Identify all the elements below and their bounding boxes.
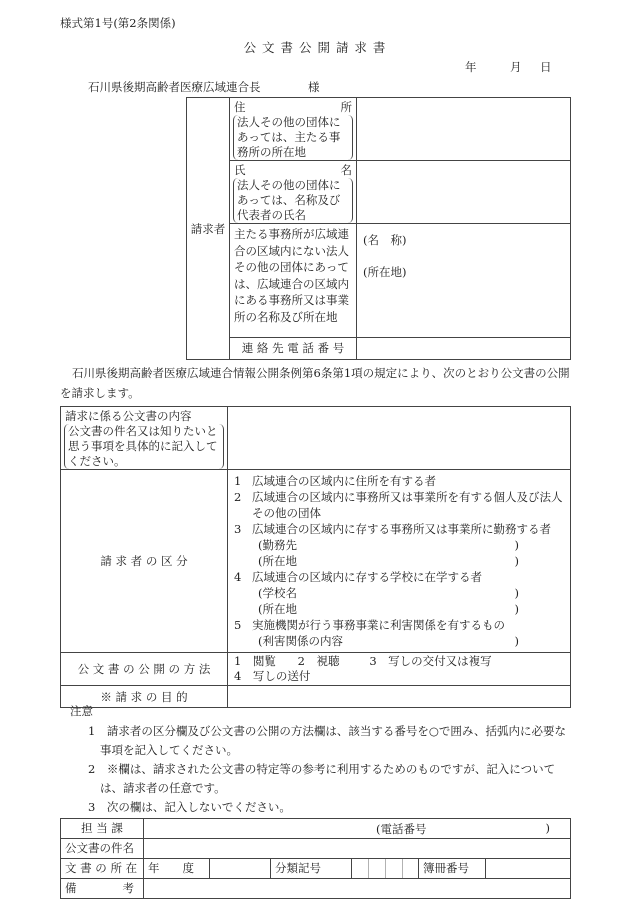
method-option-2[interactable]: 2 視聴 xyxy=(297,654,340,668)
name-field[interactable] xyxy=(357,161,571,224)
phone-label: 連 絡 先 電 話 番 号 xyxy=(230,338,357,360)
office-phone-label: (電話番号 xyxy=(376,822,427,836)
address-label-left: 住 xyxy=(234,100,246,114)
address-label-right: 所 xyxy=(340,100,352,114)
doc-name-label: 公文書の件名 xyxy=(61,839,144,859)
class-label: 分類記号 xyxy=(271,859,352,879)
interest-field[interactable]: (利害関係の内容 ) xyxy=(258,634,519,648)
staff-field: (電話番号 ) xyxy=(144,819,571,839)
notes-heading: 注意 xyxy=(70,704,93,718)
office-field[interactable] xyxy=(357,224,571,338)
purpose-label: ※ 請 求 の 目 的 xyxy=(61,686,228,708)
note-item-3: 3 次の欄は、記入しないでください。 xyxy=(88,800,291,814)
name-label-right: 名 xyxy=(340,163,352,177)
workplace-field[interactable]: (勤務先 ) xyxy=(258,538,519,552)
form-number-label: 様式第1号(第2条関係) xyxy=(60,16,176,30)
content-field[interactable] xyxy=(228,407,571,470)
remarks-field xyxy=(144,879,571,899)
office-location-label: (所在地) xyxy=(363,265,407,279)
class-field xyxy=(352,859,419,879)
office-label: 主たる事務所が広域連合の区域内にない法人その他の団体にあっては、広域連合の区域内にある事務所又は事業所の名称及び所在地 xyxy=(230,224,357,338)
category-label: 請 求 者 の 区 分 xyxy=(61,470,228,653)
addressee-name: 石川県後期高齢者医療広域連合長 xyxy=(88,80,261,94)
category-options xyxy=(228,470,571,653)
year-label: 年 度 xyxy=(144,859,210,879)
note-item-1: 1 請求者の区分欄及び公文書の公開の方法欄は、該当する番号を○で囲み、括弧内に必要な事項を記入してください。 xyxy=(88,724,567,757)
school-location-field[interactable]: (所在地 ) xyxy=(258,602,519,616)
method-option-3[interactable]: 3 写しの交付又は複写 xyxy=(369,654,492,668)
office-name-label: (名 称) xyxy=(363,233,407,247)
register-label: 簿冊番号 xyxy=(419,859,486,879)
document-title: 公 文 書 公 開 請 求 書 xyxy=(243,40,387,55)
category-option-5[interactable]: 5 実施機関が行う事務事業に利害関係を有するもの xyxy=(234,618,505,632)
phone-field[interactable] xyxy=(357,338,571,360)
name-label-left: 氏 xyxy=(234,163,246,177)
date-year: 年 xyxy=(465,60,477,74)
category-option-3[interactable]: 3 広域連合の区域内に存する事務所又は事業所に勤務する者 xyxy=(234,522,551,536)
method-option-1[interactable]: 1 閲覧 xyxy=(234,654,276,668)
address-label-cell xyxy=(230,98,357,161)
notes-list xyxy=(88,722,576,817)
method-option-4[interactable]: 4 写しの送付 xyxy=(234,669,311,683)
request-table xyxy=(60,406,571,708)
requester-table xyxy=(186,97,571,360)
category-option-1[interactable]: 1 広域連合の区域内に住所を有する者 xyxy=(234,474,436,488)
method-options xyxy=(228,653,571,686)
content-label-cell xyxy=(61,407,228,470)
year-field xyxy=(210,859,271,879)
address-note: 法人その他の団体にあっては、主たる事務所の所在地 xyxy=(233,115,353,160)
intro-text: 石川県後期高齢者医療広域連合情報公開条例第6条第1項の規定により、次のとおり公文書の公開を請求します。 xyxy=(60,366,570,400)
office-use-table xyxy=(60,818,571,899)
method-label: 公 文 書 の 公 開 の 方 法 xyxy=(61,653,228,686)
requester-group-label: 請求者 xyxy=(187,98,230,360)
remarks-label: 備 考 xyxy=(61,879,144,899)
date-month: 月 xyxy=(510,60,522,74)
location-label: 文 書 の 所 在 xyxy=(61,859,144,879)
purpose-field[interactable] xyxy=(228,686,571,708)
date-day: 日 xyxy=(540,60,552,74)
staff-label: 担 当 課 xyxy=(61,819,144,839)
addressee-honorific: 様 xyxy=(308,80,320,94)
name-note: 法人その他の団体にあっては、名称及び代表者の氏名 xyxy=(233,178,353,223)
content-note: 公文書の件名又は知りたいと思う事項を具体的に記入してください。 xyxy=(64,424,224,469)
register-field xyxy=(486,859,571,879)
address-field[interactable] xyxy=(357,98,571,161)
school-name-field[interactable]: (学校名 ) xyxy=(258,586,519,600)
note-item-2: 2 ※欄は、請求された公文書の特定等の参考に利用するためのものですが、記入については、請求者の任意です。 xyxy=(88,762,556,795)
content-label: 請求に係る公文書の内容 xyxy=(65,409,192,423)
name-label-cell xyxy=(230,161,357,224)
doc-name-field xyxy=(144,839,571,859)
category-option-2[interactable]: 2 広域連合の区域内に事務所又は事業所を有する個人及び法人その他の団体 xyxy=(234,490,563,520)
category-option-4[interactable]: 4 広域連合の区域内に存する学校に在学する者 xyxy=(234,570,482,584)
workplace-location-field[interactable]: (所在地 ) xyxy=(258,554,519,568)
